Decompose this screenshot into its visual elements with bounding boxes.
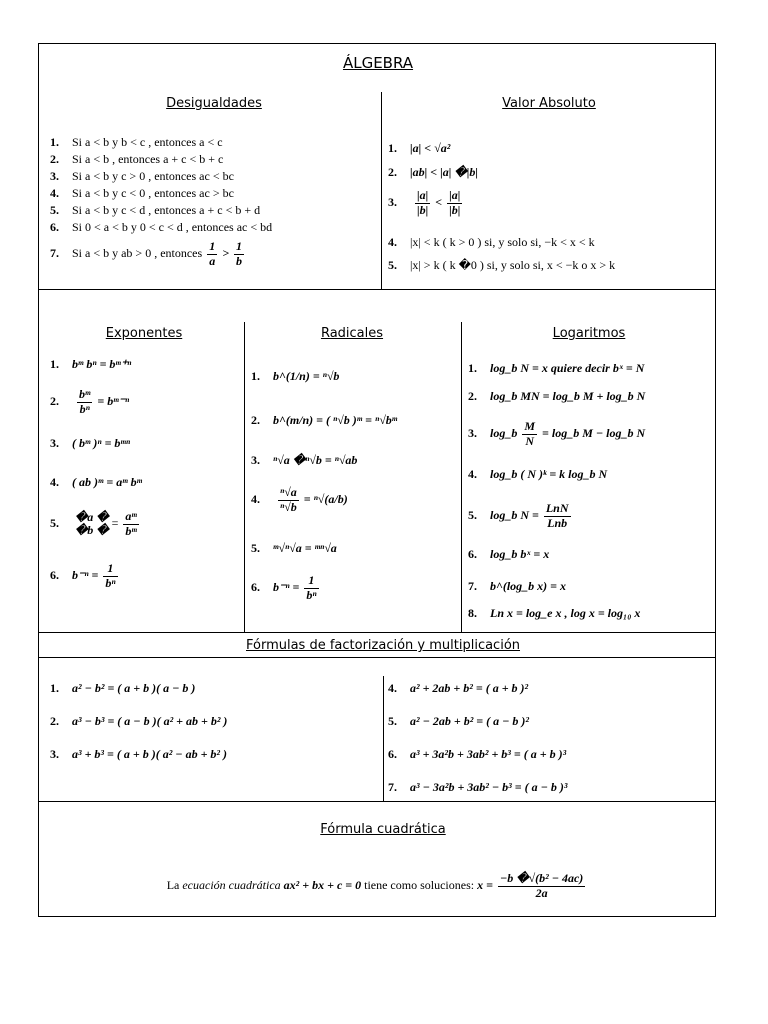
list-item: 8. Ln x = log_e x , log x = log₁₀ x	[468, 606, 641, 620]
list-item: 5. ᵐ√ⁿ√a = ᵐⁿ√a	[251, 541, 337, 555]
divider	[39, 657, 715, 658]
page-title: ÁLGEBRA	[342, 54, 414, 72]
list-item: 2. |ab| < |a| �|b|	[388, 165, 478, 179]
divider	[244, 322, 245, 632]
divider	[39, 632, 715, 633]
list-item: 1. |a| < √a²	[388, 141, 451, 155]
list-item: 3. $\frac{|a|}{|b|}$ < $\frac{|a|}{|b|}$	[388, 188, 461, 217]
list-item: 3. Si a < b y c > 0 , entonces ac < bc	[50, 169, 234, 183]
list-item: 1. b^(1/n) = ⁿ√b	[251, 369, 340, 383]
list-item: 3. ⁿ√a �ⁿ√b = ⁿ√ab	[251, 453, 358, 467]
divider	[39, 801, 715, 802]
list-item: 6. a³ + 3a²b + 3ab² + b³ = ( a + b )³	[388, 747, 567, 761]
section-heading-logaritmos: Logaritmos	[552, 326, 626, 341]
list-item: 6. b⁻ⁿ = $\frac{1}{\text{bⁿ}}$	[50, 561, 116, 590]
list-item: 4. |x| < k ( k > 0 ) si, y solo si, −k < x < k	[388, 235, 595, 249]
list-item: 6. Si 0 < a < b y 0 < c < d , entonces ac < bd	[50, 220, 273, 234]
section-heading-exponentes: Exponentes	[105, 326, 183, 341]
list-item: 6. log_b bˣ = x	[468, 547, 550, 561]
list-item: 4. a² + 2ab + b² = ( a + b )²	[388, 681, 529, 695]
section-heading-cuadratica: Fórmula cuadrática	[320, 822, 446, 837]
list-item: 3. ( bᵐ )ⁿ = bᵐⁿ	[50, 436, 131, 450]
list-item: 6. b⁻ⁿ = $\frac{1}{\text{bⁿ}}$	[251, 573, 317, 602]
list-item: 1. Si a < b y b < c , entonces a < c	[50, 135, 223, 149]
list-item: 2. Si a < b , entonces a + c < b + c	[50, 152, 224, 166]
section-heading-valor-absoluto: Valor Absoluto	[502, 96, 596, 111]
list-item: 2. $\frac{\text{bᵐ}}{\text{bⁿ}}$ = bᵐ⁻ⁿ	[50, 387, 130, 416]
section-heading-desigualdades: Desigualdades	[166, 96, 262, 111]
list-item: 1. bᵐ bⁿ = bᵐ⁺ⁿ	[50, 357, 132, 371]
list-item: 4. ( ab )ᵐ = aᵐ bᵐ	[50, 475, 143, 489]
list-item: 1. a² − b² = ( a + b )( a − b )	[50, 681, 196, 695]
list-item: 2. b^(m/n) = ( ⁿ√b )ᵐ = ⁿ√bᵐ	[251, 413, 398, 427]
list-item: 2. log_b MN = log_b M + log_b N	[468, 389, 646, 403]
list-item: 4. log_b ( N )ᵏ = k log_b N	[468, 467, 608, 481]
list-item: 4. $\frac{\text{ⁿ√a}}{\text{ⁿ√b}}$ = ⁿ√(a/b)	[251, 485, 348, 514]
quadratic-formula: La ecuación cuadrática ax² + bx + c = 0 tiene como soluciones: x = $\frac{\text{−b �√(b² − 4ac)}}{2a}$	[166, 871, 584, 900]
list-item: 4. Si a < b y c < 0 , entonces ac > bc	[50, 186, 234, 200]
list-item: 3. log_b $\frac{M}{N}$ = log_b M − log_b N	[468, 419, 646, 448]
formula-sheet	[38, 43, 716, 917]
list-item: 5. |x| > k ( k �0 ) si, y solo si, x < −k o x > k	[388, 258, 616, 272]
section-heading-radicales: Radicales	[320, 326, 384, 341]
list-item: 3. a³ + b³ = ( a + b )( a² − ab + b² )	[50, 747, 227, 761]
divider	[383, 676, 384, 802]
divider	[39, 289, 715, 290]
list-item: 5. Si a < b y c < d , entonces a + c < b + d	[50, 203, 261, 217]
list-item: 7. Si a < b y ab > 0 , entonces $\frac{1}{a}$ > $\frac{1}{b}$	[50, 239, 243, 268]
list-item: 5. log_b N = $\frac{\text{LnN}}{\text{Lnb}}$	[468, 501, 569, 530]
divider	[461, 322, 462, 632]
list-item: 1. log_b N = x quiere decir bˣ = N	[468, 361, 645, 375]
list-item: 5. a² − 2ab + b² = ( a − b )²	[388, 714, 530, 728]
list-item: 7. b^(log_b x) = x	[468, 579, 567, 593]
section-heading-factorizacion: Fórmulas de factorización y multiplicación	[245, 638, 521, 653]
list-item: 2. a³ − b³ = ( a − b )( a² + ab + b² )	[50, 714, 228, 728]
list-item: 7. a³ − 3a²b + 3ab² − b³ = ( a − b )³	[388, 780, 568, 794]
divider	[381, 92, 382, 289]
list-item: 5. �a � �b � = $\frac{\text{aᵐ}}{\text{bᵐ}}$	[50, 509, 137, 538]
